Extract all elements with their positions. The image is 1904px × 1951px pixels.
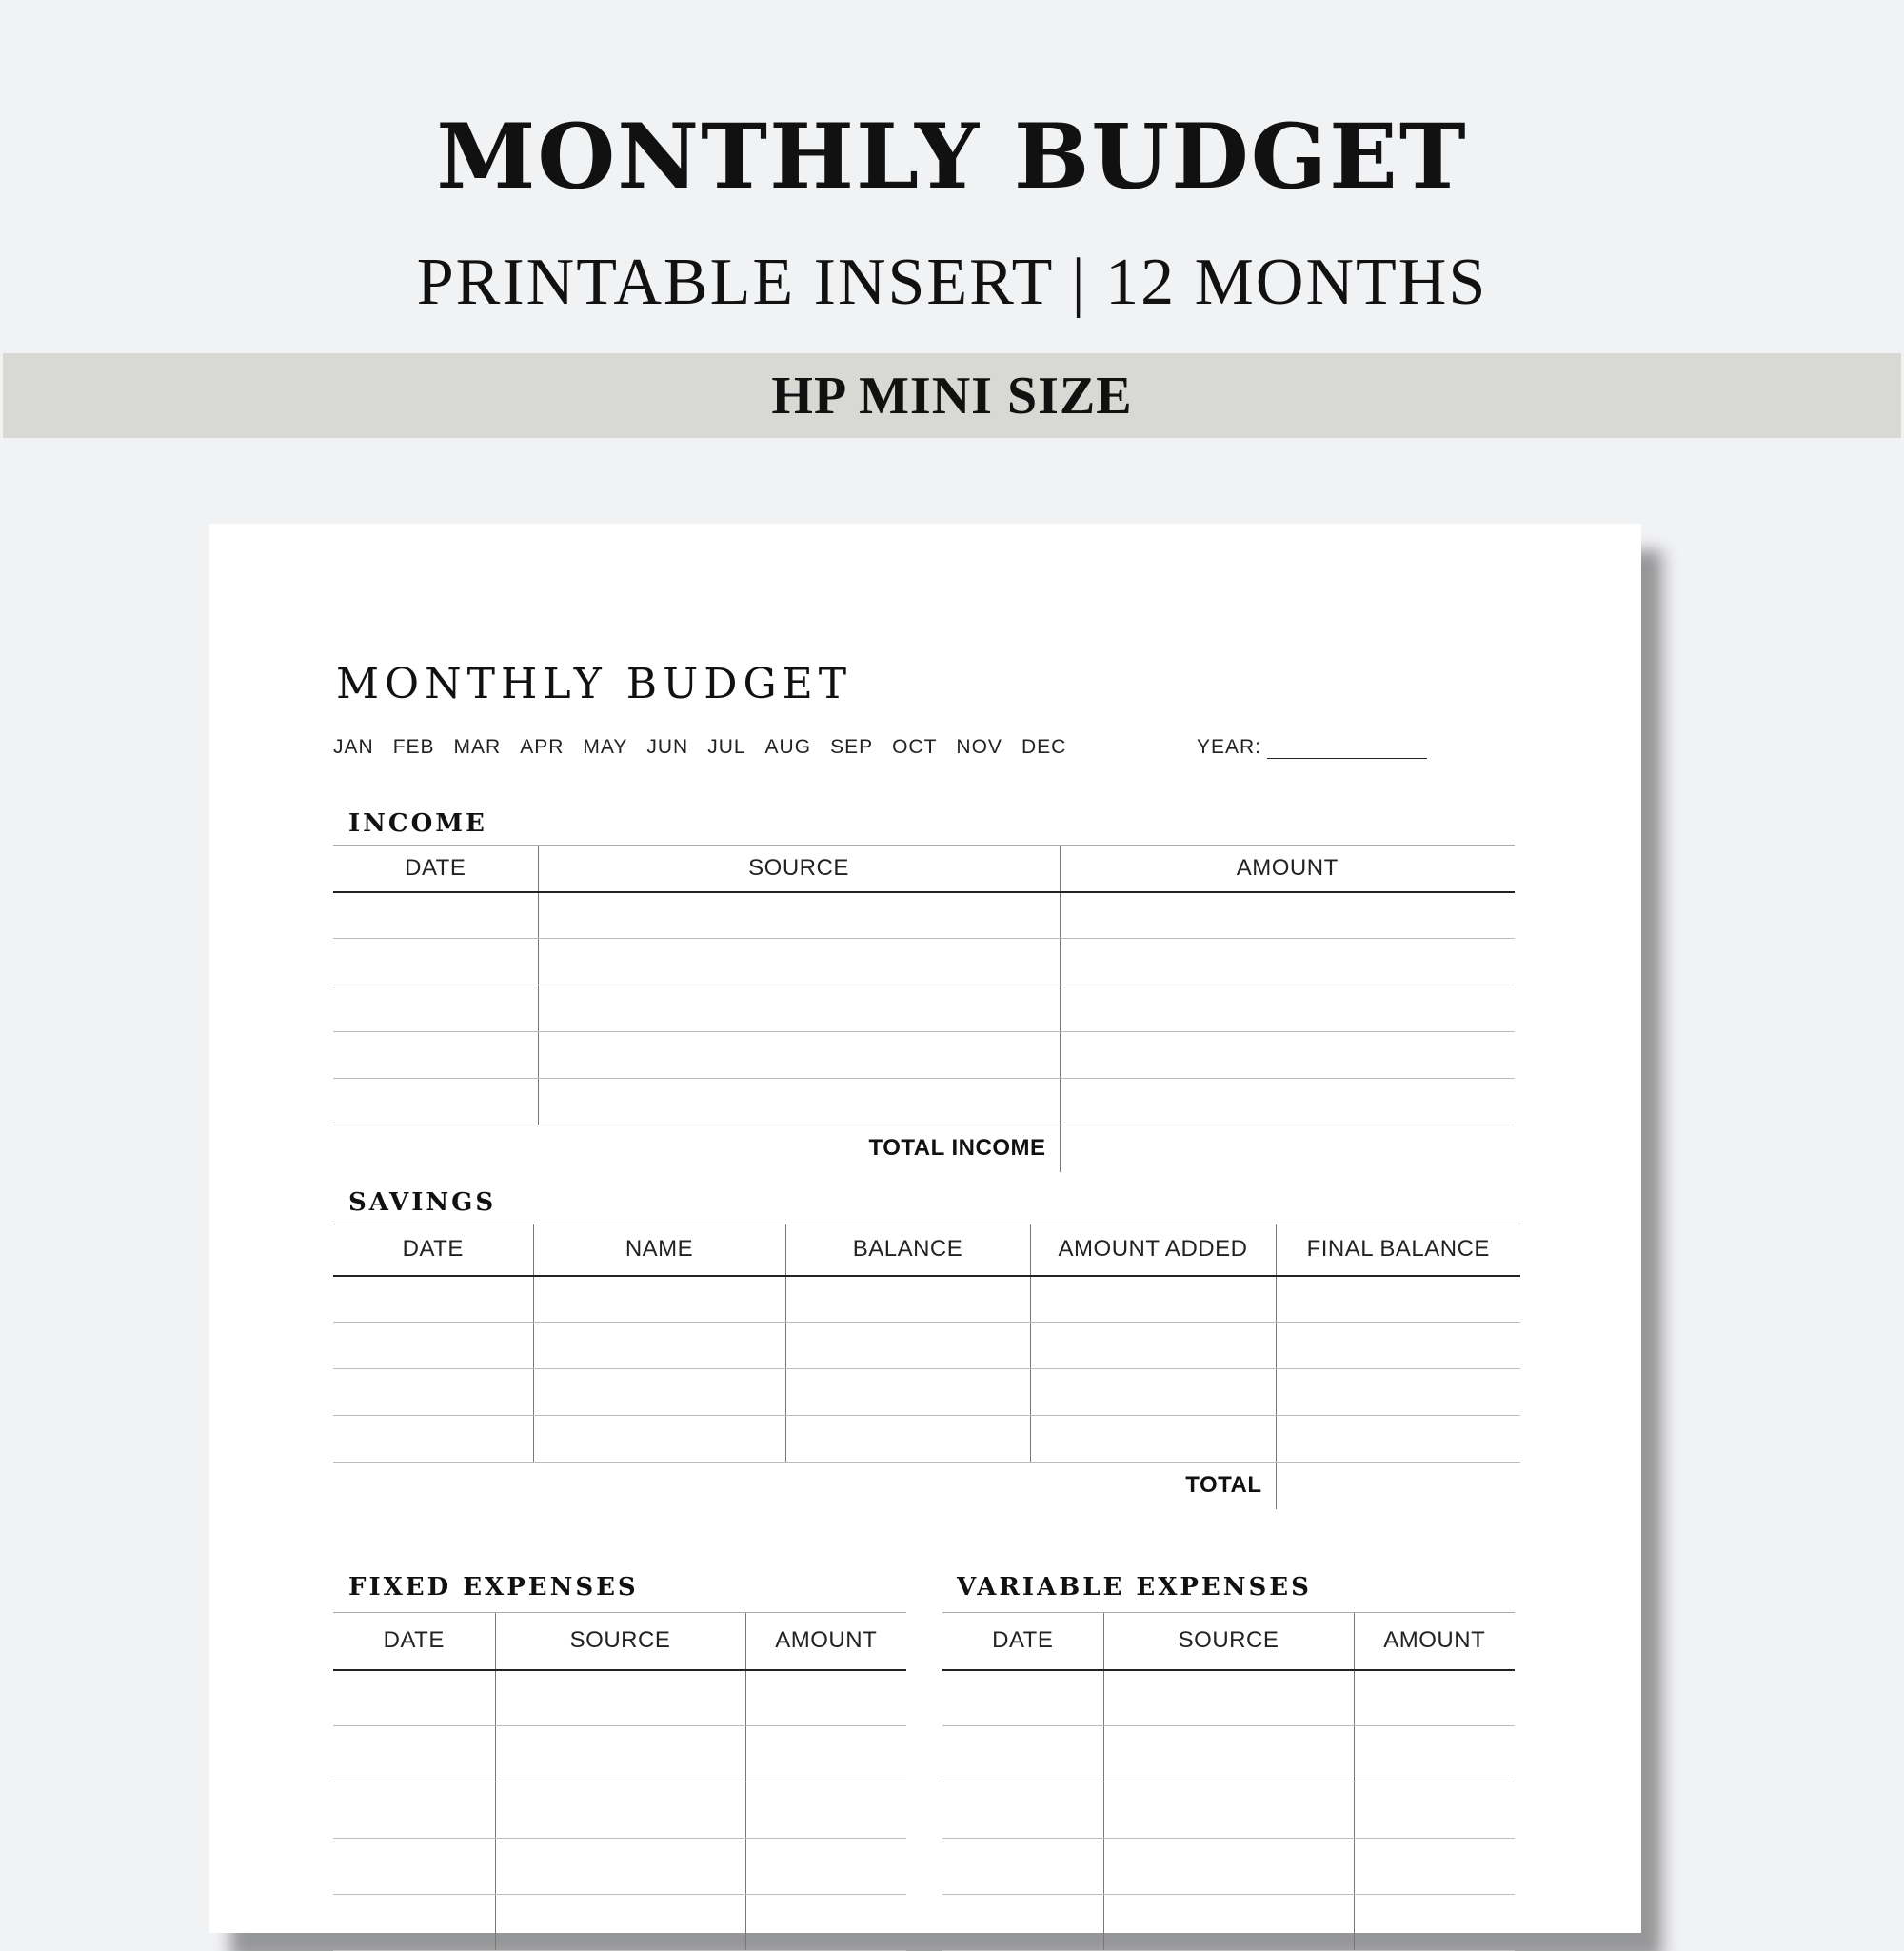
fixed-date-cell[interactable] [333, 1726, 495, 1782]
variable-date-cell[interactable] [942, 1895, 1103, 1951]
size-banner-label: HP MINI SIZE [771, 366, 1133, 426]
savings-table [333, 1224, 1520, 1509]
variable-date-cell[interactable] [942, 1670, 1103, 1726]
month-mar[interactable]: MAR [453, 736, 502, 758]
savings-row [333, 1369, 1520, 1416]
savings-title: SAVINGS [348, 1188, 497, 1217]
income-col-date: DATE [333, 846, 538, 892]
income-source-cell[interactable] [538, 892, 1060, 939]
variable-source-cell[interactable] [1103, 1782, 1354, 1839]
savings-balance-cell[interactable] [785, 1416, 1030, 1463]
month-may[interactable]: MAY [583, 736, 628, 758]
fixed-date-cell[interactable] [333, 1782, 495, 1839]
month-dec[interactable]: DEC [1021, 736, 1067, 758]
savings-added-cell[interactable] [1030, 1369, 1276, 1416]
variable-col-amount: AMOUNT [1354, 1613, 1515, 1670]
size-banner [3, 353, 1901, 438]
savings-date-cell[interactable] [333, 1323, 533, 1369]
fixed-expenses-title: FIXED EXPENSES [348, 1573, 639, 1602]
year-label: YEAR: [1197, 736, 1262, 758]
savings-col-date: DATE [333, 1224, 533, 1276]
variable-col-source: SOURCE [1103, 1613, 1354, 1670]
variable-date-cell[interactable] [942, 1726, 1103, 1782]
total-income-label: TOTAL INCOME [868, 1135, 1046, 1162]
fixed-source-cell[interactable] [495, 1895, 745, 1951]
month-feb[interactable]: FEB [392, 736, 435, 758]
fixed-source-cell[interactable] [495, 1670, 745, 1726]
fixed-row [333, 1726, 906, 1782]
month-jun[interactable]: JUN [646, 736, 689, 758]
income-row [333, 1032, 1515, 1079]
savings-date-cell[interactable] [333, 1416, 533, 1463]
fixed-expenses-table [333, 1612, 906, 1951]
income-col-amount: AMOUNT [1060, 846, 1515, 892]
savings-final-cell[interactable] [1276, 1369, 1520, 1416]
income-source-cell[interactable] [538, 1079, 1060, 1125]
savings-col-name: NAME [533, 1224, 785, 1276]
fixed-row [333, 1839, 906, 1895]
variable-amount-cell[interactable] [1354, 1782, 1515, 1839]
savings-col-balance: BALANCE [785, 1224, 1030, 1276]
variable-source-cell[interactable] [1103, 1670, 1354, 1726]
fixed-date-cell[interactable] [333, 1839, 495, 1895]
savings-total-cell[interactable] [1276, 1463, 1520, 1509]
savings-row [333, 1416, 1520, 1463]
savings-added-cell[interactable] [1030, 1323, 1276, 1369]
month-sep[interactable]: SEP [830, 736, 874, 758]
income-row [333, 1079, 1515, 1125]
income-header-row [333, 846, 1515, 892]
variable-row [942, 1670, 1515, 1726]
variable-row [942, 1895, 1515, 1951]
month-selector [333, 736, 1085, 759]
fixed-source-cell[interactable] [495, 1726, 745, 1782]
savings-total-row [333, 1463, 1520, 1509]
savings-name-cell[interactable] [533, 1323, 785, 1369]
income-table [333, 845, 1515, 1172]
income-date-cell[interactable] [333, 1079, 538, 1125]
year-field[interactable] [1197, 736, 1427, 759]
savings-balance-cell[interactable] [785, 1323, 1030, 1369]
savings-final-cell[interactable] [1276, 1276, 1520, 1323]
savings-added-cell[interactable] [1030, 1276, 1276, 1323]
variable-date-cell[interactable] [942, 1782, 1103, 1839]
fixed-col-date: DATE [333, 1613, 495, 1670]
year-blank-line[interactable] [1267, 741, 1427, 759]
income-amount-cell[interactable] [1060, 1032, 1515, 1079]
savings-col-amount-added: AMOUNT ADDED [1030, 1224, 1276, 1276]
variable-expenses-table [942, 1612, 1515, 1951]
savings-col-final-balance: FINAL BALANCE [1276, 1224, 1520, 1276]
savings-date-cell[interactable] [333, 1276, 533, 1323]
fixed-col-source: SOURCE [495, 1613, 745, 1670]
variable-source-cell[interactable] [1103, 1726, 1354, 1782]
hero-subtitle: PRINTABLE INSERT | 12 MONTHS [416, 246, 1488, 319]
income-date-cell[interactable] [333, 939, 538, 985]
fixed-col-amount: AMOUNT [745, 1613, 906, 1670]
fixed-source-cell[interactable] [495, 1839, 745, 1895]
fixed-date-cell[interactable] [333, 1670, 495, 1726]
income-source-cell[interactable] [538, 985, 1060, 1032]
variable-row [942, 1782, 1515, 1839]
income-amount-cell[interactable] [1060, 1079, 1515, 1125]
income-source-cell[interactable] [538, 939, 1060, 985]
variable-date-cell[interactable] [942, 1839, 1103, 1895]
variable-expenses-title: VARIABLE EXPENSES [957, 1573, 1312, 1602]
savings-balance-cell[interactable] [785, 1369, 1030, 1416]
income-row [333, 985, 1515, 1032]
variable-header-row [942, 1613, 1515, 1670]
fixed-header-row [333, 1613, 906, 1670]
variable-source-cell[interactable] [1103, 1895, 1354, 1951]
income-amount-cell[interactable] [1060, 985, 1515, 1032]
month-jan[interactable]: JAN [333, 736, 374, 758]
savings-total-label: TOTAL [1185, 1472, 1262, 1499]
fixed-row [333, 1670, 906, 1726]
variable-row [942, 1839, 1515, 1895]
fixed-amount-cell[interactable] [745, 1782, 906, 1839]
savings-row [333, 1323, 1520, 1369]
savings-name-cell[interactable] [533, 1369, 785, 1416]
income-amount-cell[interactable] [1060, 939, 1515, 985]
income-date-cell[interactable] [333, 892, 538, 939]
savings-date-cell[interactable] [333, 1369, 533, 1416]
fixed-row [333, 1782, 906, 1839]
savings-header-row [333, 1224, 1520, 1276]
sheet-title: MONTHLY BUDGET [336, 660, 853, 708]
income-row [333, 892, 1515, 939]
savings-final-cell[interactable] [1276, 1323, 1520, 1369]
hero-title: MONTHLY BUDGET [436, 105, 1468, 209]
fixed-source-cell[interactable] [495, 1782, 745, 1839]
savings-name-cell[interactable] [533, 1416, 785, 1463]
fixed-amount-cell[interactable] [745, 1895, 906, 1951]
income-amount-cell[interactable] [1060, 892, 1515, 939]
month-oct[interactable]: OCT [892, 736, 938, 758]
fixed-date-cell[interactable] [333, 1895, 495, 1951]
income-date-cell[interactable] [333, 1032, 538, 1079]
fixed-amount-cell[interactable] [745, 1839, 906, 1895]
variable-amount-cell[interactable] [1354, 1839, 1515, 1895]
variable-amount-cell[interactable] [1354, 1726, 1515, 1782]
savings-row [333, 1276, 1520, 1323]
income-date-cell[interactable] [333, 985, 538, 1032]
fixed-amount-cell[interactable] [745, 1726, 906, 1782]
month-nov[interactable]: NOV [956, 736, 1002, 758]
fixed-row [333, 1895, 906, 1951]
income-col-source: SOURCE [538, 846, 1060, 892]
income-title: INCOME [348, 809, 487, 838]
variable-row [942, 1726, 1515, 1782]
variable-source-cell[interactable] [1103, 1839, 1354, 1895]
income-total-row [333, 1125, 1515, 1172]
savings-added-cell[interactable] [1030, 1416, 1276, 1463]
income-row [333, 939, 1515, 985]
month-aug[interactable]: AUG [764, 736, 812, 758]
total-income-cell[interactable] [1060, 1125, 1515, 1172]
variable-amount-cell[interactable] [1354, 1670, 1515, 1726]
variable-amount-cell[interactable] [1354, 1895, 1515, 1951]
savings-final-cell[interactable] [1276, 1416, 1520, 1463]
month-jul[interactable]: JUL [707, 736, 746, 758]
savings-name-cell[interactable] [533, 1276, 785, 1323]
savings-balance-cell[interactable] [785, 1276, 1030, 1323]
budget-sheet [209, 524, 1641, 1933]
fixed-amount-cell[interactable] [745, 1670, 906, 1726]
income-source-cell[interactable] [538, 1032, 1060, 1079]
month-apr[interactable]: APR [520, 736, 565, 758]
variable-col-date: DATE [942, 1613, 1103, 1670]
